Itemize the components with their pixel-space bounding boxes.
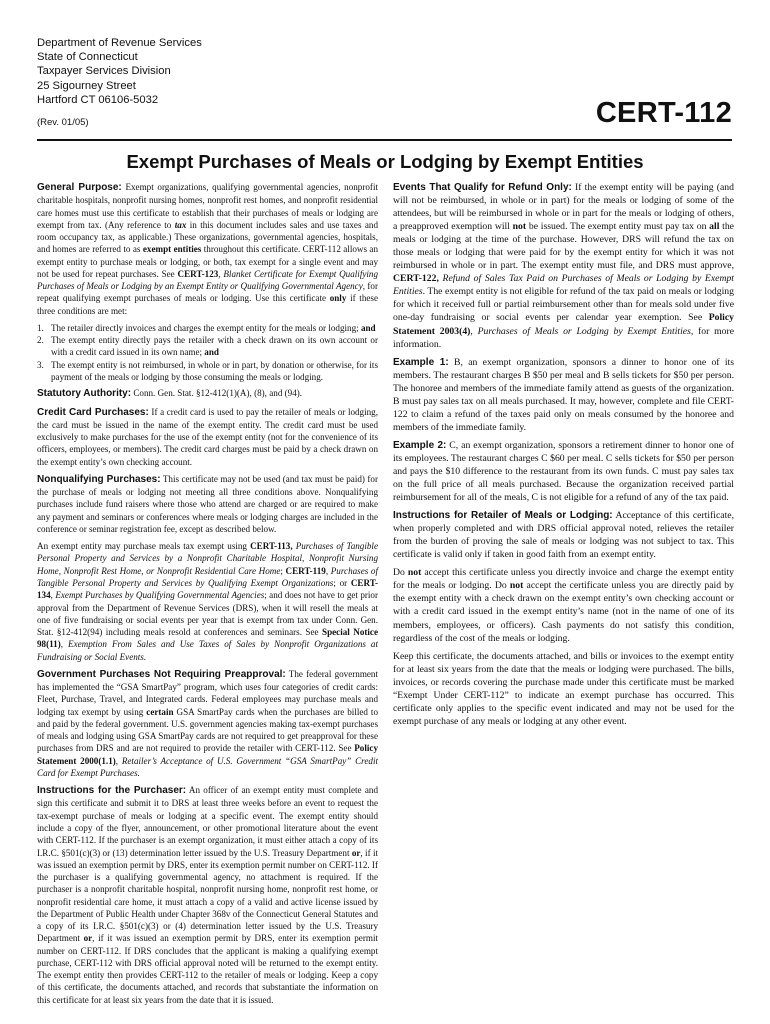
- agency-line: State of Connecticut: [37, 51, 138, 64]
- text-run: tax: [174, 219, 187, 230]
- text-run: Exempt Purchases by Qualifying Governmental Agencies: [55, 590, 265, 601]
- text-run: accept this certificate unless you directly invoice and charge the exempt entity for the meals or lodging. Do: [393, 567, 734, 592]
- text-run: ,: [325, 565, 331, 576]
- revision-date: (Rev. 01/05): [37, 117, 89, 128]
- text-run: The exempt entity is not reimbursed, in whole or in part, by donation or otherwise, for its payment of the meals or lodging by those consuming the meals or lodging.: [51, 359, 378, 382]
- text-run: ,: [50, 590, 56, 601]
- text-run: ;: [280, 565, 286, 576]
- text-run: CERT-134: [37, 577, 378, 601]
- text-run: Acceptance of this certificate, when properly completed and with DRS official approval noted, relieves the retailer from the burden of proving the sale of meals or lodging was not subject to tax. This certificate is valid only if taken in good faith from an exempt entity.: [393, 510, 734, 561]
- general-purpose-section: [37, 181, 378, 317]
- text-run: accept the certificate unless you are directly paid by the exempt entity with a check drawn on the exempt entity’s own checking account or with a credit card issued in the exempt entity’s name (not in the name of one of its members, employees, or officers). Cash payments do not satisfy this condition, regardless of the cost of the meals or lodging.: [393, 580, 734, 644]
- text-run: the meals or lodging at the time of the purchase. However, DRS will refund the tax on those meals or lodging that were paid for by the exempt entity for which it was not reimbursed in whole or in part. The exempt entity must file, and DRS must approve,: [393, 221, 734, 272]
- text-run: This certificate may not be used (and tax must be paid) for the purchase of meals or lodging not meeting all three conditions above. Nonqualifying purchases include fund raisers where those who attend are charged or are required to make any payment and seminars or conferences where meals or lodging charges are included in the conference or seminar registration fee, except as described below.: [37, 473, 378, 534]
- credit-card-section: [37, 406, 378, 468]
- text-run: , if it was issued an exemption permit by DRS, enter its exemption permit number on CERT-112. If the purchaser is a qualifying governmental agency, no attachment is required. If the purchaser is a nonprofit charitable hospital, nonprofit nursing home, nonprofit rest home, or nonprofit residential care home, it must attach a copy of a valid and active license issued by the Department of Public Health under Chapter 368v of the Connecticut General Statutes and a copy of its I.R.C. §501(c)(3) or (4) determination letter issued by the U.S. Treasury Department: [37, 847, 378, 944]
- text-run: , if it was issued an exemption permit by DRS, enter its exemption permit number on CERT-112. If DRS concludes that the applicant is making a qualifying exempt purchase, CERT-112 with DRS official approval noted will be returned to the exempt entity. The exempt entity then provides CERT-112 to the retailer of meals or lodging. Keep a copy of this certificate, the documents attached, and records that substantiate the information on this certificate for at least six years from the date that it is issued.: [37, 933, 379, 1005]
- text-run: Exemption From Sales and Use Taxes of Sales by Nonprofit Organizations at Fundraising or Social Events.: [37, 639, 379, 662]
- purchaser-heading: Instructions for the Purchaser:: [37, 785, 187, 797]
- credit-card-heading: Credit Card Purchases:: [37, 406, 149, 418]
- text-run: not: [509, 580, 524, 592]
- text-run: ,: [115, 755, 122, 766]
- text-run: CERT-113,: [250, 541, 293, 552]
- text-run: GSA SmartPay cards when the purchases are billed to and paid by the federal government. U.S. government agencies making tax-exempt purchases of meals and lodging using GSA SmartPay cards are not required to get preapproval for these purchases from DRS and are not required to provide the retailer with CERT-112. See: [37, 706, 378, 754]
- conditions-list: [37, 322, 378, 383]
- text-run: If a credit card is used to pay the retailer of meals or lodging, the card must be issued in the name of the exempt entity. The credit card must be used exclusively to make purchases for the use of the exempt entity (not for the convenience of its officers, employees, or members). The credit card charges must be paid by a check drawn on the exempt entity’s own checking account.: [37, 406, 379, 467]
- text-run: CERT-123: [177, 268, 219, 279]
- header-divider: [37, 139, 732, 141]
- text-run: . The exempt entity is not eligible for refund of the tax paid on meals or lodging for which it received full or partial reimbursement other than for meals sold under five one-day fundraising or social events per calendar year exemption. See: [393, 286, 734, 324]
- agency-line: Hartford CT 06106-5032: [37, 93, 159, 106]
- text-run: throughout this certificate. CERT-112 allows an exempt entity to purchase meals or lodging, or both, tax exempt for a single event and may not be used for repeat purchases. See: [37, 244, 379, 279]
- text-run: ; and does not have to get prior approval from the Department of Revenue Services (DRS), when it will resell the meals at one of five fundraising or social events per year that is exempt from tax under Conn. Gen. Stat. §12-412(94) including meals resold at conferences and seminars. See: [37, 590, 379, 638]
- statutory-authority-section: [37, 387, 378, 400]
- retailer-instructions-section: [393, 509, 734, 561]
- text-run: Special Notice 98(11): [37, 627, 378, 650]
- statutory-heading: Statutory Authority:: [37, 388, 132, 400]
- example-1-heading: Example 1:: [393, 356, 449, 368]
- text-run: B, an exempt organization, sponsors a dinner to honor one of its members. The restaurant charges B $50 per meal and B sells tickets for $50 per person. The honoree and members of the immediate family attend as guests of the organization. B must pay sales tax on all meals purchased. It may, however, complete and file CERT-122 to claim a refund of the taxes paid only on meals consumed by the honoree and members of the immediate family.: [393, 356, 734, 433]
- text-run: certain: [146, 706, 174, 717]
- refund-section: [393, 181, 734, 351]
- text-run: Retailer’s Acceptance of U.S. Government “GSA SmartPay” Credit Card for Exempt Purchases.: [37, 755, 379, 778]
- text-run: The federal government has implemented the “GSA SmartPay” program, which uses four categories of credit cards: Fleet, Purchase, Travel, and Integrated cards. Federal employees may purchase meals and lodging tax exempt by using: [37, 668, 379, 717]
- text-run: in this document includes sales and use taxes and room occupancy tax, as applicable.) These organizations, governmental agencies, hospitals, and homes are referred to as: [37, 219, 378, 255]
- retailer-paragraph-3: Keep this certificate, the documents attached, and bills or invoices to the exempt entity for at least six years from the date that the meals or lodging were purchased. The bills, invoices, or records covering the purchase made under this certificate must be marked “Exempt Under CERT-112” to indicate an exempt purchase has occurred. This certificate only applies to the specific event indicated and may not be used for the exempt purchase of any meals or lodging at any other event.: [393, 650, 734, 727]
- text-run: or: [351, 847, 361, 858]
- nonqualifying-heading: Nonqualifying Purchases:: [37, 473, 161, 485]
- text-run: or: [83, 933, 93, 944]
- text-run: Purchases of Tangible Personal Property and Services by a Nonprofit Charitable Hospital, Nonprofit Nursing Home, Nonprofit Rest Home, or Nonprofit Residential Care Home: [37, 541, 378, 576]
- text-run: CERT-119: [285, 565, 326, 576]
- text-run: and: [204, 347, 219, 358]
- list-number: 1.: [37, 322, 44, 333]
- text-run: Purchases of Meals or Lodging by Exempt Entities,: [477, 325, 694, 337]
- text-run: ,: [60, 639, 69, 650]
- text-run: Policy Statement 2003(4): [393, 312, 734, 337]
- retailer-heading: Instructions for Retailer of Meals or Lodging:: [393, 510, 613, 522]
- text-run: only: [329, 293, 347, 304]
- agency-line: Taxpayer Services Division: [37, 65, 171, 78]
- text-run: ,: [218, 268, 224, 279]
- purchaser-instructions-section: [37, 784, 378, 1006]
- nonqualifying-section: [37, 473, 378, 535]
- text-run: The retailer directly invoices and charges the exempt entity for the meals or lodging;: [51, 322, 361, 333]
- government-heading: Government Purchases Not Requiring Preapproval:: [37, 668, 286, 680]
- list-number: 2.: [37, 335, 44, 346]
- general-purpose-heading: General Purpose:: [37, 182, 122, 193]
- text-run: ,: [470, 325, 478, 337]
- text-run: all: [709, 221, 720, 233]
- list-number: 3.: [37, 359, 44, 370]
- example-2: [393, 439, 734, 504]
- text-run: if these three conditions are met:: [37, 293, 378, 316]
- text-run: An officer of an exempt entity must complete and sign this certificate and submit it to DRS at least three weeks before an event to request the tax-exempt purchase of meals or lodging at a specific event. The exempt entity should include a copy of the flyer, announcement, or other promotional literature about the event with CERT-112. If the purchaser is an exempt organization, it must either attach a copy of its I.R.C. §501(c)(3) or (13) determination letter issued by the U.S. Treasury Department: [37, 785, 378, 858]
- text-run: Exempt organizations, qualifying governmental agencies, nonprofit charitable hospitals, nonprofit nursing homes, nonprofit rest homes, and nonprofit residential care homes must use this certificate to establish that their purchases of meals or lodging are exempt from tax. (Any reference to: [37, 182, 378, 230]
- list-item: [37, 334, 378, 359]
- text-run: An exempt entity may purchase meals tax exempt using: [37, 541, 251, 552]
- text-run: Blanket Certificate for Exempt Qualifying Purchases of Meals or Lodging by an Exempt Entity or Qualifying Governmental Agency: [37, 268, 379, 292]
- text-run: C, an exempt organization, sponsors a retirement dinner to honor one of its employees. The restaurant charges C $60 per meal. C sells tickets for $50 per person and pays the $10 difference to the restaurant from its own funds. C must pay sales tax on the full price of all meals purchased. Because the organization received partial reimbursement for all of the meals, C is not eligible for a refund of any of the tax paid.: [393, 439, 734, 504]
- retailer-paragraph-2: [393, 566, 734, 644]
- text-run: exempt entities: [142, 244, 202, 255]
- example-1: [393, 356, 734, 434]
- text-run: Do: [393, 567, 408, 579]
- government-purchases-section: [37, 668, 378, 779]
- text-run: If the exempt entity will be paying (and will not be reimbursed, in whole or in part) for the meals or lodging of some of the attendees, but will be reimbursed in whole or in part for the meals or lodging of others, a preapproved exemption will: [393, 182, 734, 233]
- example-2-heading: Example 2:: [393, 439, 447, 451]
- text-run: CERT-122,: [393, 273, 439, 285]
- refund-heading: Events That Qualify for Refund Only:: [393, 182, 572, 193]
- text-run: be issued. The exempt entity must pay tax on: [526, 221, 710, 233]
- text-run: and: [360, 322, 376, 333]
- text-run: not: [407, 567, 422, 579]
- agency-line: Department of Revenue Services: [37, 37, 202, 49]
- text-run: Policy Statement 2000(1.1): [37, 743, 378, 766]
- text-run: Refund of Sales Tax Paid on Purchases of Meals or Lodging by Exempt Entities: [393, 273, 734, 298]
- agency-line: 25 Sigourney Street: [37, 79, 136, 92]
- document-title: Exempt Purchases of Meals or Lodging by Exempt Entities: [126, 151, 644, 172]
- text-run: Purchases of Tangible Personal Property and Services by Qualifying Exempt Organizations: [37, 565, 378, 588]
- text-run: The exempt entity directly pays the retailer with a check drawn on its own account or with a credit card issued in its own name;: [51, 335, 378, 358]
- text-run: , for repeat qualifying exempt purchases of meals or lodging. Use this certificate: [37, 281, 378, 304]
- agency-address-block: [37, 36, 202, 107]
- left-column: [37, 181, 378, 1011]
- text-run: for more information.: [393, 325, 734, 350]
- list-item: [37, 359, 378, 384]
- form-number: CERT-112: [595, 97, 732, 129]
- text-run: ; or: [333, 577, 351, 588]
- list-item: [37, 322, 378, 334]
- text-run: Conn. Gen. Stat. §12-412(1)(A), (8), and (94).: [131, 388, 303, 399]
- exempt-entity-paragraph: [37, 540, 378, 663]
- right-column: [393, 181, 734, 733]
- text-run: not: [512, 221, 527, 233]
